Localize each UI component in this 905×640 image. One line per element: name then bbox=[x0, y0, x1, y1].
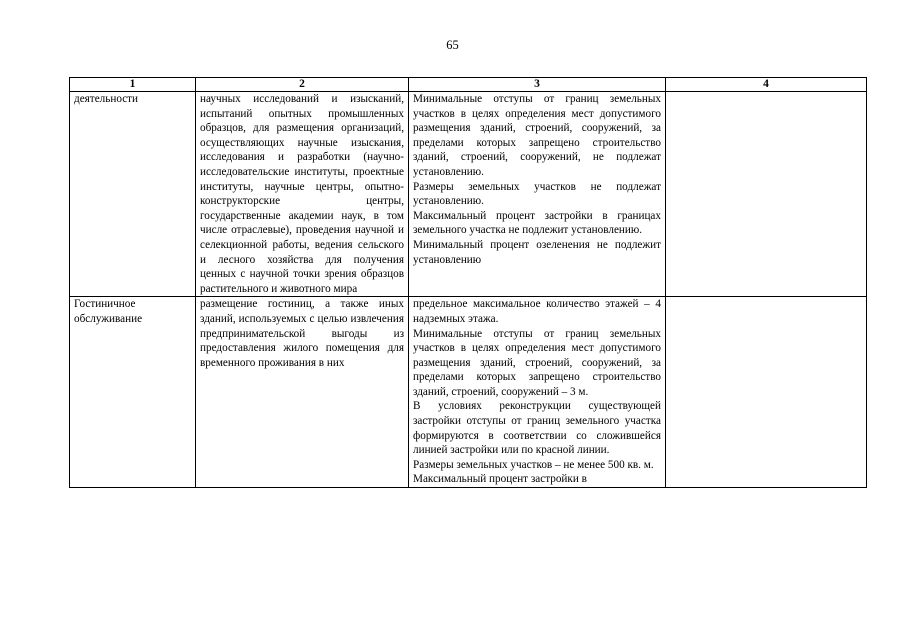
row2-param-2: Минимальные отступы от границ земельных участков в целях определения мест допустимого размещения зданий, строений, сооружений, за пределами которых запрещено строительство зданий, строений, сооружений – 3 м. bbox=[413, 327, 661, 398]
row1-param-2: Размеры земельных участков не подлежат установлению. bbox=[413, 180, 661, 208]
zoning-table bbox=[69, 77, 867, 488]
row2-param-4: Размеры земельных участков – не менее 500 кв. м. bbox=[413, 458, 654, 471]
row2-description-text: размещение гостиниц, а также иных зданий, используемых с целью извлечения предпринимательской выгоды из предоставления жилого помещения для временного проживания в них bbox=[200, 298, 404, 369]
row2-description bbox=[196, 297, 409, 488]
row2-param-3: В условиях реконструкции существующей застройки отступы от границ земельного участка формируются в соответствии со сложившейся линией застройки или по красной линии. bbox=[413, 400, 661, 457]
row2-param-1: предельное максимальное количество этажей – 4 надземных этажа. bbox=[413, 298, 661, 325]
header-col-4: 4 bbox=[666, 78, 867, 92]
row2-use-name: Гостиничное обслуживание bbox=[70, 297, 196, 488]
row1-param-3: Максимальный процент застройки в границах земельного участка не подлежит установлению. bbox=[413, 209, 661, 237]
row2-col4 bbox=[666, 297, 867, 488]
row1-param-1: Минимальные отступы от границ земельных участков в целях определения мест допустимого размещения зданий, строений, сооружений, за пределами которых запрещено строительство зданий, строений, сооружений, не подлежат установлению. bbox=[413, 93, 661, 178]
table-row bbox=[70, 297, 867, 488]
header-col-2: 2 bbox=[196, 78, 409, 92]
row1-use-name: деятельности bbox=[70, 92, 196, 297]
row1-col4 bbox=[666, 92, 867, 297]
header-col-1: 1 bbox=[70, 78, 196, 92]
row1-parameters bbox=[409, 92, 666, 297]
row2-parameters bbox=[409, 297, 666, 488]
table-row bbox=[70, 92, 867, 297]
row1-description bbox=[196, 92, 409, 297]
table-header-row bbox=[70, 78, 867, 92]
page-number: 65 bbox=[446, 38, 459, 52]
row1-param-4: Минимальный процент озеленения не подлежит установлению bbox=[413, 238, 661, 266]
row1-description-text: научных исследований и изысканий, испытаний опытных промышленных образцов, для размещения организаций, осуществляющих научные изыскания, исследования и разработки (научно-исследовательские институты, проектные институты, научные центры, опытно-конструкторские центры, государственные академии наук, в том числе отраслевые), проведения научной и селекционной работы, ведения сельского и лесного хозяйства для получения ценных с научной точки зрения образцов растительного и животного мира bbox=[200, 93, 404, 295]
header-col-3: 3 bbox=[409, 78, 666, 92]
row2-param-5: Максимальный процент застройки в bbox=[413, 473, 587, 486]
